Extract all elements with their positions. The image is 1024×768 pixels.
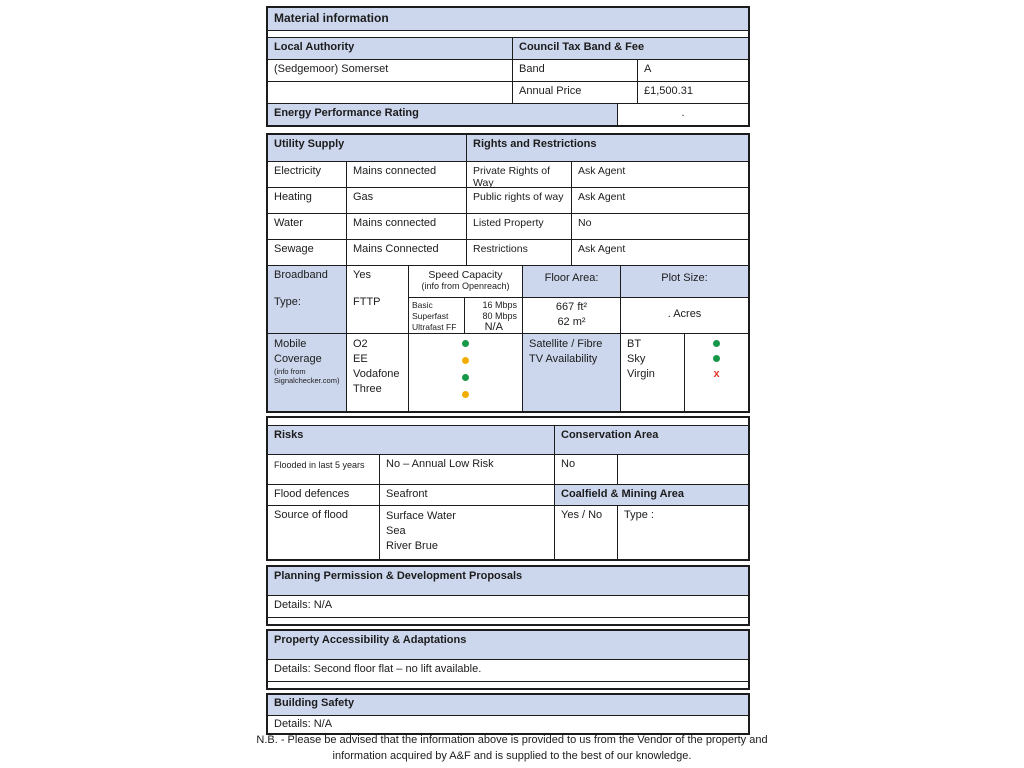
broadband-type-label: Type: bbox=[274, 296, 301, 308]
network-name: O2 bbox=[353, 338, 368, 350]
utility-row bbox=[268, 187, 748, 213]
conservation-value: No bbox=[554, 455, 617, 484]
building-safety-table bbox=[266, 693, 750, 735]
floor-area-value: 62 m² bbox=[557, 316, 586, 328]
planning-header: Planning Permission & Development Proposals bbox=[268, 567, 748, 595]
signal-dot bbox=[462, 357, 469, 364]
mobile-signal-cell bbox=[408, 334, 522, 411]
risks-table bbox=[266, 416, 750, 561]
floor-area-header: Floor Area: bbox=[523, 266, 620, 298]
utility-label: Electricity bbox=[274, 165, 322, 177]
top-table bbox=[266, 6, 750, 127]
tv-provider: Virgin bbox=[627, 368, 655, 380]
flood-source-item: Surface Water bbox=[386, 510, 456, 522]
flooded-value: No – Annual Low Risk bbox=[379, 455, 554, 484]
broadband-available: Yes bbox=[353, 269, 371, 281]
utility-value: Mains Connected bbox=[346, 240, 466, 265]
broadband-type-value: FTTP bbox=[353, 296, 381, 308]
speed-tier: Ultrafast FF bbox=[412, 322, 457, 332]
rights-value: Ask Agent bbox=[571, 162, 748, 187]
band-label: Band bbox=[512, 60, 637, 81]
unavailable-x-icon: x bbox=[713, 368, 720, 380]
planning-table bbox=[266, 565, 750, 626]
epr-value: . bbox=[617, 104, 748, 125]
coalfield-yesno: Yes / No bbox=[554, 506, 617, 559]
network-name: Vodafone bbox=[353, 368, 400, 380]
speed-capacity-header: Speed Capacity bbox=[428, 269, 503, 281]
signal-dot bbox=[462, 340, 469, 347]
tv-signal-cell bbox=[684, 334, 748, 411]
broadband-value-cell bbox=[346, 266, 408, 333]
footer-note bbox=[0, 732, 1024, 764]
speed-capacity-cell bbox=[408, 266, 522, 333]
footer-line-2: information acquired by A&F and is supplied to the best of our knowledge. bbox=[332, 750, 692, 762]
utility-value: Gas bbox=[346, 188, 466, 213]
mobile-coverage-note: (info from Signalchecker.com) bbox=[274, 367, 340, 385]
utility-value: Mains connected bbox=[346, 162, 466, 187]
local-authority-value: (Sedgemoor) Somerset bbox=[274, 63, 389, 75]
mobile-networks-cell bbox=[346, 334, 408, 411]
utility-row bbox=[268, 161, 748, 187]
rights-restrictions-header: Rights and Restrictions bbox=[466, 135, 748, 161]
footer-line-1: N.B. - Please be advised that the information above is provided to us from the Vendor of the property and bbox=[256, 734, 768, 746]
empty-cell bbox=[268, 82, 512, 103]
speed-value: 16 Mbps bbox=[482, 300, 517, 310]
empty-cell bbox=[617, 455, 748, 484]
coalfield-mining-header: Coalfield & Mining Area bbox=[554, 485, 748, 505]
signal-dot bbox=[462, 391, 469, 398]
utility-row bbox=[268, 239, 748, 265]
mobile-coverage-cell bbox=[268, 334, 346, 411]
local-authority-header: Local Authority bbox=[268, 38, 512, 59]
utility-value: Mains connected bbox=[346, 214, 466, 239]
network-name: Three bbox=[353, 383, 382, 395]
risks-header: Risks bbox=[268, 426, 554, 454]
flood-source-item: Sea bbox=[386, 525, 406, 537]
conservation-area-header: Conservation Area bbox=[554, 426, 748, 454]
plot-size-value: . Acres bbox=[667, 308, 702, 320]
rights-label: Listed Property bbox=[466, 214, 571, 239]
broadband-row bbox=[268, 265, 748, 333]
flood-source-item: River Brue bbox=[386, 540, 438, 552]
epr-header: Energy Performance Rating bbox=[268, 104, 617, 125]
plot-size-header: Plot Size: bbox=[621, 266, 748, 298]
plot-size-cell bbox=[620, 266, 748, 333]
tv-provider: Sky bbox=[627, 353, 646, 365]
spacer-row bbox=[268, 418, 748, 425]
speed-capacity-note: (info from Openreach) bbox=[421, 281, 510, 291]
floor-area-value: 667 ft² bbox=[555, 301, 588, 313]
source-of-flood-label: Source of flood bbox=[274, 509, 348, 521]
building-safety-details: Details: N/A bbox=[274, 718, 333, 730]
annual-price-label: Annual Price bbox=[512, 82, 637, 103]
rights-label: Private Rights of Way bbox=[466, 162, 571, 187]
utility-row bbox=[268, 213, 748, 239]
utility-label: Heating bbox=[274, 191, 312, 203]
network-name: EE bbox=[353, 353, 368, 365]
speed-value: 80 Mbps bbox=[482, 311, 517, 321]
coalfield-type: Type : bbox=[617, 506, 748, 559]
satellite-tv-label: Satellite / Fibre bbox=[529, 338, 603, 350]
utility-label: Water bbox=[274, 217, 303, 229]
rights-label: Public rights of way bbox=[466, 188, 571, 213]
flood-defences-label: Flood defences bbox=[274, 488, 350, 500]
building-safety-header: Building Safety bbox=[268, 695, 748, 715]
broadband-label-cell bbox=[268, 266, 346, 333]
mobile-coverage-row bbox=[268, 333, 748, 411]
rights-value: Ask Agent bbox=[571, 188, 748, 213]
tv-provider: BT bbox=[627, 338, 642, 350]
material-information-document bbox=[266, 6, 750, 735]
mobile-coverage-label: Mobile Coverage bbox=[274, 338, 322, 365]
accessibility-header: Property Accessibility & Adaptations bbox=[268, 631, 748, 659]
spacer-row bbox=[268, 30, 748, 37]
rights-label: Restrictions bbox=[466, 240, 571, 265]
satellite-tv-label: TV Availability bbox=[529, 353, 598, 365]
speed-tier: Basic bbox=[412, 300, 433, 310]
tv-providers-cell bbox=[620, 334, 684, 411]
flooded-label: Flooded in last 5 years bbox=[274, 460, 365, 470]
accessibility-details: Details: Second floor flat – no lift available. bbox=[274, 663, 482, 675]
flood-defences-value: Seafront bbox=[379, 485, 554, 505]
broadband-label: Broadband bbox=[274, 269, 328, 281]
floor-area-cell bbox=[522, 266, 620, 333]
planning-details: Details: N/A bbox=[274, 599, 333, 611]
signal-dot bbox=[462, 374, 469, 381]
rights-value: No bbox=[571, 214, 748, 239]
spacer-row bbox=[268, 617, 748, 624]
flood-source-cell bbox=[379, 506, 554, 559]
accessibility-table bbox=[266, 629, 750, 690]
annual-price-value: £1,500.31 bbox=[637, 82, 748, 103]
speed-value: N/A bbox=[484, 321, 503, 333]
tv-signal-dot bbox=[713, 355, 720, 362]
speed-tier: Superfast bbox=[412, 311, 449, 321]
satellite-tv-cell bbox=[522, 334, 620, 411]
material-information-header: Material information bbox=[268, 8, 748, 30]
council-tax-header: Council Tax Band & Fee bbox=[512, 38, 748, 59]
spacer-row bbox=[268, 681, 748, 688]
rights-value: Ask Agent bbox=[571, 240, 748, 265]
band-value: A bbox=[637, 60, 748, 81]
utility-supply-header: Utility Supply bbox=[268, 135, 466, 161]
tv-signal-dot bbox=[713, 340, 720, 347]
utility-table bbox=[266, 133, 750, 413]
utility-label: Sewage bbox=[274, 243, 314, 255]
